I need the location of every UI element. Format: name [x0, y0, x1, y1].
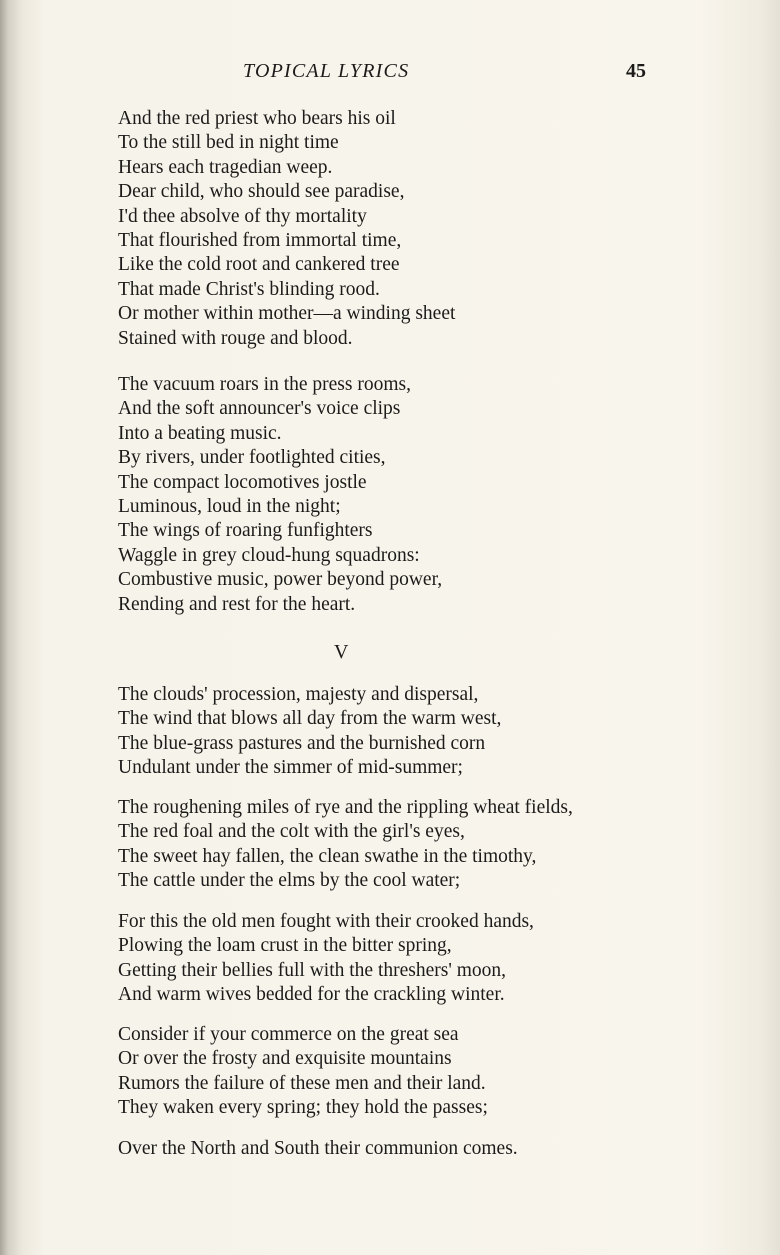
poem-line: They waken every spring; they hold the passes; — [118, 1097, 488, 1119]
stanza-7 — [118, 1137, 518, 1161]
poem-line: And the red priest who bears his oil — [118, 108, 396, 129]
poem-line: Dear child, who should see paradise, — [118, 181, 405, 203]
poem-line: Or over the frosty and exquisite mountains — [118, 1048, 452, 1070]
poem-line: That flourished from immortal time, — [118, 230, 402, 252]
poem-line: Plowing the loam crust in the bitter spring, — [118, 935, 452, 957]
page-number: 45 — [626, 60, 646, 82]
poem-line: The clouds' procession, majesty and dispersal, — [118, 684, 479, 705]
stanza-3 — [118, 683, 501, 781]
poem-line: Rumors the failure of these men and their land. — [118, 1072, 486, 1094]
poem-line: Or mother within mother—a winding sheet — [118, 303, 456, 325]
poem-line: The compact locomotives jostle — [118, 471, 367, 493]
poem-line: The blue-grass pastures and the burnished corn — [118, 732, 486, 754]
poem-line: The wings of roaring funfighters — [118, 520, 373, 542]
poem-line: Combustive music, power beyond power, — [118, 569, 443, 591]
stanza-4 — [118, 796, 573, 894]
stanza-2 — [118, 373, 442, 617]
poem-line: Like the cold root and cankered tree — [118, 254, 400, 276]
poem-line: That made Christ's blinding rood. — [118, 278, 380, 300]
poem-line: The sweet hay fallen, the clean swathe in the timothy, — [118, 845, 537, 867]
poem-line: The vacuum roars in the press rooms, — [118, 374, 411, 395]
poem-line: By rivers, under footlighted cities, — [118, 447, 386, 469]
running-head: TOPICAL LYRICS — [243, 60, 410, 82]
poem-line: Consider if your commerce on the great sea — [118, 1024, 459, 1045]
page-header — [0, 58, 780, 88]
poem-line: The roughening miles of rye and the rippling wheat fields, — [118, 797, 573, 818]
stanza-6 — [118, 1023, 488, 1121]
poem-line: The red foal and the colt with the girl's eyes, — [118, 821, 465, 843]
poem-line: Into a beating music. — [118, 422, 282, 444]
poem-line: To the still bed in night time — [118, 132, 339, 154]
poem-line: Luminous, loud in the night; — [118, 496, 341, 518]
stanza-1 — [118, 107, 455, 351]
poem-line: The cattle under the elms by the cool water; — [118, 870, 461, 892]
poem-line: I'd thee absolve of thy mortality — [118, 205, 367, 227]
poem-line: And the soft announcer's voice clips — [118, 398, 401, 420]
section-numeral: V — [334, 641, 349, 663]
poem-line: The wind that blows all day from the warm west, — [118, 708, 502, 730]
poem-line: Waggle in grey cloud-hung squadrons: — [118, 544, 420, 566]
poem-line: And warm wives bedded for the crackling winter. — [118, 984, 505, 1006]
poem-line: Undulant under the simmer of mid-summer; — [118, 757, 463, 779]
poem-line: Over the North and South their communion comes. — [118, 1138, 518, 1159]
poem-line: For this the old men fought with their crooked hands, — [118, 911, 534, 932]
poem-line: Rending and rest for the heart. — [118, 593, 356, 615]
poem-line: Getting their bellies full with the threshers' moon, — [118, 959, 507, 981]
poem-line: Stained with rouge and blood. — [118, 327, 353, 349]
stanza-5 — [118, 910, 534, 1008]
poem-line: Hears each tragedian weep. — [118, 156, 333, 178]
